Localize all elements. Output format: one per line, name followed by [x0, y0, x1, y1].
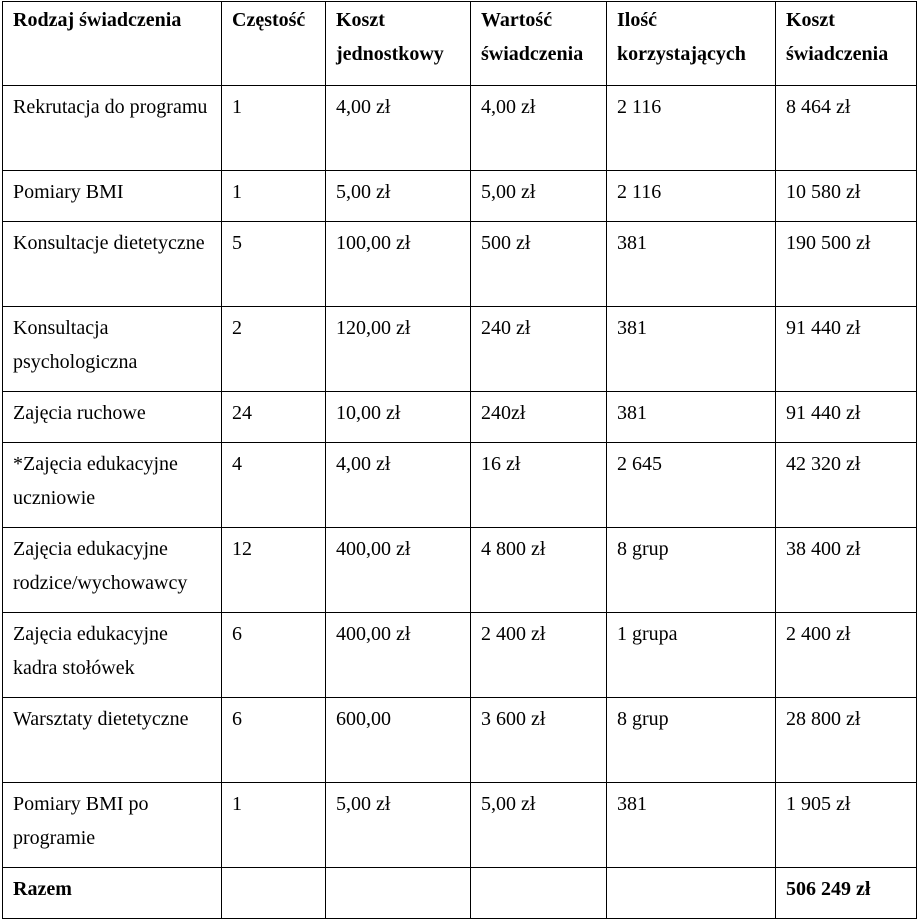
cell-benefit-type: *Zajęcia edukacyjne uczniowie: [3, 443, 222, 528]
header-participants: Ilość korzystających: [607, 2, 776, 86]
cell-frequency: 12: [222, 528, 326, 613]
cell-unit-cost: 5,00 zł: [326, 171, 471, 222]
cell-benefit-type: Zajęcia ruchowe: [3, 392, 222, 443]
total-label: Razem: [3, 868, 222, 919]
cell-unit-cost: 4,00 zł: [326, 86, 471, 171]
header-unit-cost: Koszt jednostkowy: [326, 2, 471, 86]
cell-frequency: 6: [222, 613, 326, 698]
cell-frequency: 6: [222, 698, 326, 783]
table-row: [3, 392, 917, 443]
table-row: [3, 698, 917, 783]
cell-benefit-type: Konsultacje dietetyczne: [3, 222, 222, 307]
cell-benefit-value: 3 600 zł: [471, 698, 607, 783]
table-row: [3, 528, 917, 613]
cell-benefit-cost: 1 905 zł: [776, 783, 917, 868]
cell-participants: 381: [607, 783, 776, 868]
cell-benefit-cost: 42 320 zł: [776, 443, 917, 528]
cell-unit-cost: 600,00: [326, 698, 471, 783]
cell-unit-cost: 5,00 zł: [326, 783, 471, 868]
cell-benefit-value: 4 800 zł: [471, 528, 607, 613]
table-row: [3, 443, 917, 528]
cell-benefit-value: 16 zł: [471, 443, 607, 528]
cell-benefit-value: 240zł: [471, 392, 607, 443]
cell-frequency: 4: [222, 443, 326, 528]
cell-unit-cost: 10,00 zł: [326, 392, 471, 443]
cell-benefit-type: Rekrutacja do programu: [3, 86, 222, 171]
cell-benefit-cost: 10 580 zł: [776, 171, 917, 222]
cell-benefit-value: 4,00 zł: [471, 86, 607, 171]
cell-participants: 8 grup: [607, 698, 776, 783]
cell-benefit-type: Zajęcia edukacyjne rodzice/wychowawcy: [3, 528, 222, 613]
cell-benefit-cost: 91 440 zł: [776, 392, 917, 443]
cell-participants: 2 116: [607, 86, 776, 171]
header-benefit-type: Rodzaj świadczenia: [3, 2, 222, 86]
cell-participants: 381: [607, 307, 776, 392]
header-frequency: Częstość: [222, 2, 326, 86]
cell-benefit-cost: 28 800 zł: [776, 698, 917, 783]
cell-participants: 2 116: [607, 171, 776, 222]
cell-participants: 8 grup: [607, 528, 776, 613]
cell-unit-cost: 400,00 zł: [326, 613, 471, 698]
cell-participants: 2 645: [607, 443, 776, 528]
table-row: [3, 222, 917, 307]
table-header-row: [3, 2, 917, 86]
cell-participants: 381: [607, 392, 776, 443]
total-value: 506 249 zł: [776, 868, 917, 919]
table-row: [3, 307, 917, 392]
header-benefit-cost: Koszt świadczenia: [776, 2, 917, 86]
table-row: [3, 86, 917, 171]
cell-benefit-value: 500 zł: [471, 222, 607, 307]
cell-frequency: 2: [222, 307, 326, 392]
cell-benefit-value: 5,00 zł: [471, 783, 607, 868]
cell-participants: 1 grupa: [607, 613, 776, 698]
cell-frequency: 1: [222, 783, 326, 868]
cell-unit-cost: 100,00 zł: [326, 222, 471, 307]
cell-benefit-type: Warsztaty dietetyczne: [3, 698, 222, 783]
table-row: [3, 171, 917, 222]
total-empty-cell: [222, 868, 326, 919]
cell-benefit-type: Pomiary BMI: [3, 171, 222, 222]
total-empty-cell: [326, 868, 471, 919]
cell-benefit-cost: 38 400 zł: [776, 528, 917, 613]
cell-benefit-type: Zajęcia edukacyjne kadra stołówek: [3, 613, 222, 698]
cell-unit-cost: 400,00 zł: [326, 528, 471, 613]
cell-benefit-cost: 2 400 zł: [776, 613, 917, 698]
cell-frequency: 5: [222, 222, 326, 307]
cell-frequency: 1: [222, 171, 326, 222]
table-total-row: [3, 868, 917, 919]
table-row: [3, 613, 917, 698]
cell-unit-cost: 120,00 zł: [326, 307, 471, 392]
cell-benefit-cost: 190 500 zł: [776, 222, 917, 307]
header-benefit-value: Wartość świadczenia: [471, 2, 607, 86]
total-empty-cell: [471, 868, 607, 919]
cell-frequency: 24: [222, 392, 326, 443]
cell-benefit-type: Konsultacja psychologiczna: [3, 307, 222, 392]
total-empty-cell: [607, 868, 776, 919]
cell-unit-cost: 4,00 zł: [326, 443, 471, 528]
cell-benefit-value: 240 zł: [471, 307, 607, 392]
table-row: [3, 783, 917, 868]
cell-benefit-cost: 91 440 zł: [776, 307, 917, 392]
cell-participants: 381: [607, 222, 776, 307]
cell-frequency: 1: [222, 86, 326, 171]
cell-benefit-value: 2 400 zł: [471, 613, 607, 698]
cell-benefit-type: Pomiary BMI po programie: [3, 783, 222, 868]
benefits-cost-table: [2, 1, 917, 919]
cell-benefit-value: 5,00 zł: [471, 171, 607, 222]
cell-benefit-cost: 8 464 zł: [776, 86, 917, 171]
